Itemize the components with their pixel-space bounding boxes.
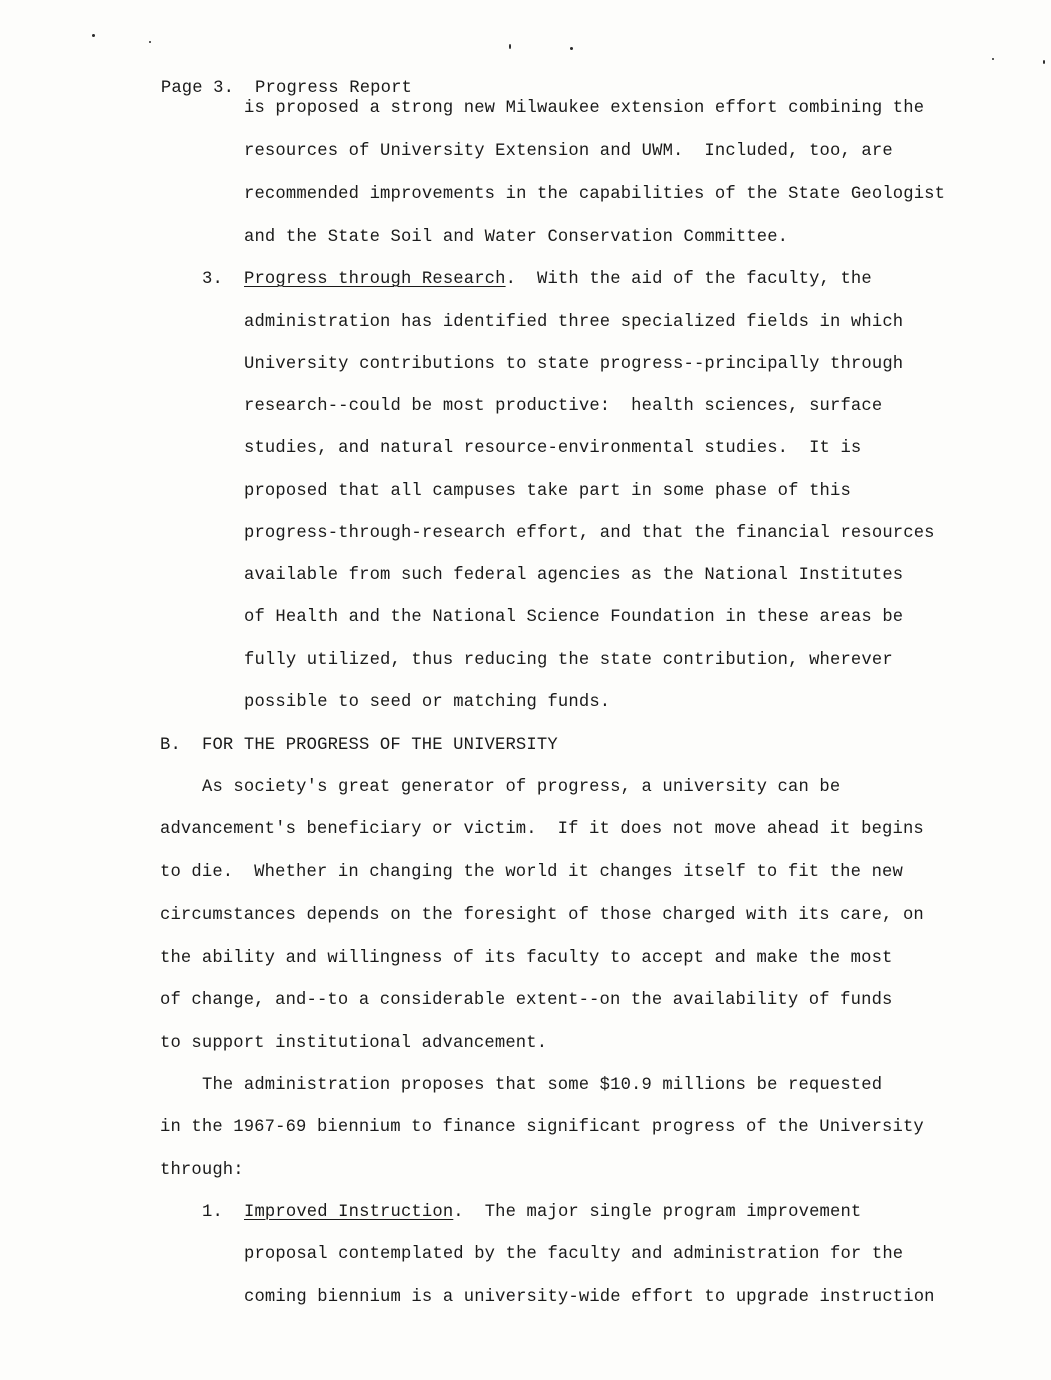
page-title: Progress Report (255, 79, 413, 98)
item-1-heading: Improved Instruction (244, 1203, 454, 1222)
section-b-paragraph-line: in the 1967-69 biennium to finance significant progress of the University (160, 1118, 924, 1137)
item-3-line: fully utilized, thus reducing the state contribution, wherever (244, 651, 893, 670)
section-b-paragraph-line: circumstances depends on the foresight of those charged with its care, on (160, 906, 924, 925)
section-b-letter: B. (160, 736, 181, 755)
scan-speck (92, 34, 95, 37)
item-3-line: administration has identified three specialized fields in which (244, 313, 904, 332)
item-3-line: University contributions to state progress--principally through (244, 355, 904, 374)
item-1-first-line (244, 1202, 861, 1224)
section-b-paragraph-line: As society's great generator of progress, a university can be (202, 778, 841, 797)
item-3-line: of Health and the National Science Foundation in these areas be (244, 608, 904, 627)
scan-speck (570, 47, 573, 50)
item-1-first-line-text: . The major single program improvement (453, 1203, 862, 1222)
section-b-paragraph-line: of change, and--to a considerable extent--on the availability of funds (160, 991, 893, 1010)
section-b-paragraph-line: to die. Whether in changing the world it changes itself to fit the new (160, 863, 903, 882)
item-1-line: proposal contemplated by the faculty and administration for the (244, 1245, 904, 1264)
item-3-line: progress-through-research effort, and that the financial resources (244, 524, 935, 543)
item-3-line: possible to seed or matching funds. (244, 693, 611, 712)
section-b-paragraph-line: the ability and willingness of its faculty to accept and make the most (160, 949, 893, 968)
scan-speck (149, 41, 151, 43)
item-3-line: proposed that all campuses take part in some phase of this (244, 482, 851, 501)
scan-speck (1043, 60, 1045, 64)
item-3-first-line-text: . With the aid of the faculty, the (505, 270, 872, 289)
section-b-paragraph-line: advancement's beneficiary or victim. If it does not move ahead it begins (160, 820, 924, 839)
section-b-paragraph-line: through: (160, 1161, 244, 1180)
item-3-number: 3. (202, 270, 223, 289)
section-b-paragraph-line: to support institutional advancement. (160, 1034, 548, 1053)
item-3-line: available from such federal agencies as the National Institutes (244, 566, 904, 585)
scan-speck (992, 58, 994, 60)
item-3-first-line (244, 269, 872, 291)
item-3-line: studies, and natural resource-environmental studies. It is (244, 439, 862, 458)
item-1-line: coming biennium is a university-wide effort to upgrade instruction (244, 1288, 935, 1307)
scan-speck (509, 44, 511, 49)
continuation-line: is proposed a strong new Milwaukee extension effort combining the (244, 99, 925, 118)
item-3-heading: Progress through Research (244, 270, 506, 289)
section-b-paragraph-line: The administration proposes that some $10.9 millions be requested (202, 1076, 883, 1095)
page-number: Page 3. (160, 79, 235, 98)
section-b-heading: FOR THE PROGRESS OF THE UNIVERSITY (202, 736, 558, 755)
item-3-line: research--could be most productive: health sciences, surface (244, 397, 883, 416)
continuation-line: resources of University Extension and UWM. Included, too, are (244, 142, 893, 161)
item-1-number: 1. (202, 1203, 223, 1222)
continuation-line: and the State Soil and Water Conservation Committee. (244, 228, 789, 247)
continuation-line: recommended improvements in the capabilities of the State Geologist (244, 185, 946, 204)
